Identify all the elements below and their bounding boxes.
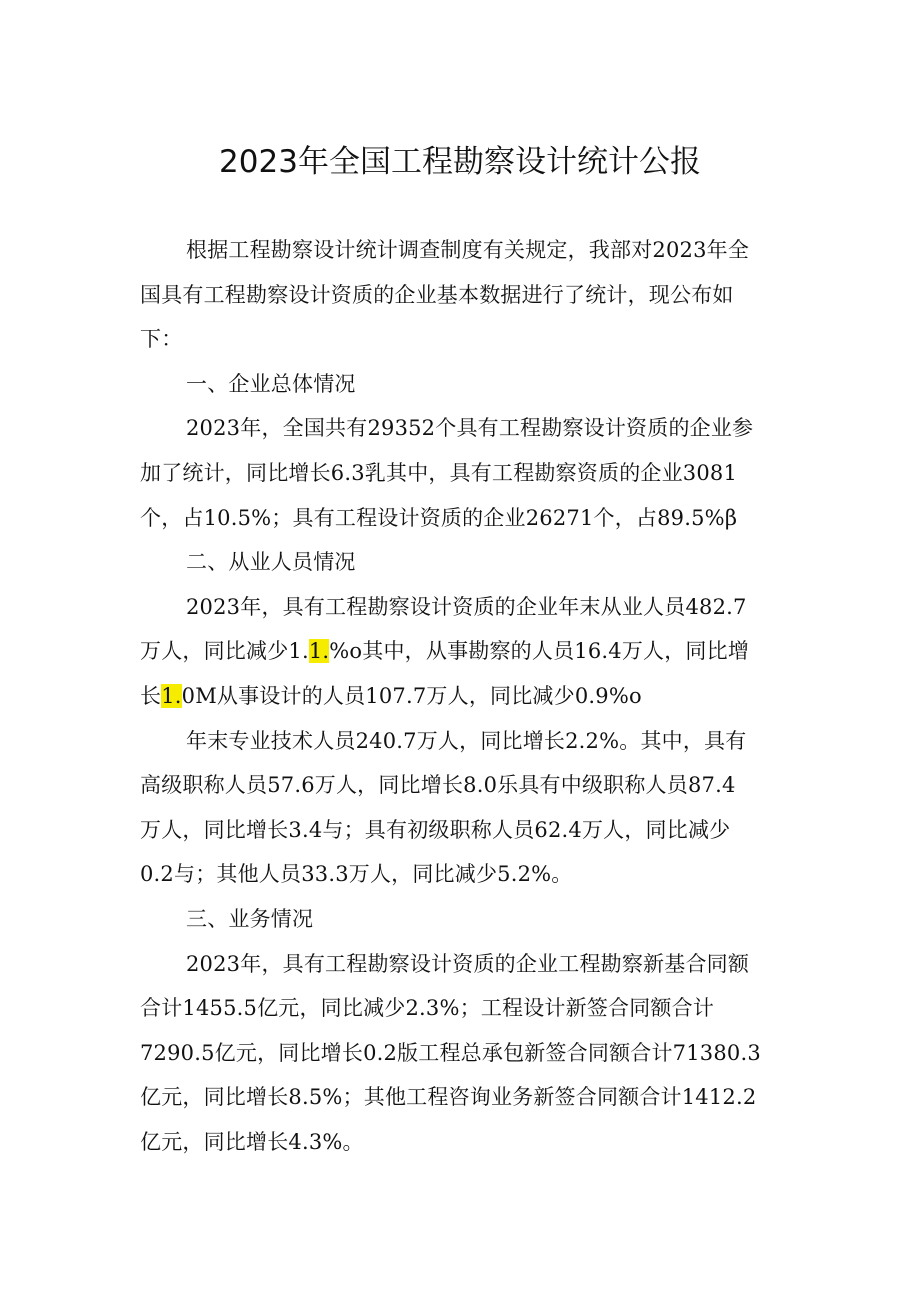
paragraph-line: 合计1455.5亿元，同比减少2.3%；工程设计新签合同额合计	[140, 996, 715, 1021]
paragraph-line: 个，占10.5%；具有工程设计资质的企业26271个，占89.5%β	[140, 505, 738, 530]
text-span: 0M从事设计的人员107.7万人，同比减少0.9%o	[181, 683, 642, 708]
paragraph-line	[140, 674, 790, 719]
page-title: 2023年全国工程勘察设计统计公报	[219, 144, 701, 180]
paragraph-line: 万人，同比增长3.4与；具有初级职称人员62.4万人，同比减少	[140, 817, 731, 842]
paragraph-line: 高级职称人员57.6万人，同比增长8.0乐具有中级职称人员87.4	[140, 773, 736, 798]
intro-line: 下：	[140, 327, 183, 352]
paragraph-line: 2023年，具有工程勘察设计资质的企业年末从业人员482.7	[186, 594, 747, 619]
paragraph-line: 亿元，同比增长4.3%。	[140, 1129, 364, 1154]
paragraph-line: 2023年，全国共有29352个具有工程勘察设计资质的企业参	[186, 416, 754, 441]
highlighted-text: 1.	[161, 683, 182, 708]
paragraph-line: 亿元，同比增长8.5%；其他工程咨询业务新签合同额合计1412.2	[140, 1085, 757, 1110]
paragraph-line: 7290.5亿元，同比增长0.2版工程总承包新签合同额合计71380.3	[140, 1040, 761, 1065]
document-body	[140, 228, 790, 1164]
paragraph-line	[140, 629, 790, 674]
text-span: 长	[140, 683, 162, 708]
highlighted-text: 1.	[308, 639, 330, 664]
paragraph-line: 年末专业技术人员240.7万人，同比增长2.2%。其中，具有	[186, 728, 747, 753]
section-heading-business: 三、业务情况	[186, 906, 314, 931]
paragraph-line: 2023年，具有工程勘察设计资质的企业工程勘察新基合同额	[186, 951, 750, 976]
paragraph-line: 加了统计，同比增长6.3乳其中，具有工程勘察资质的企业3081	[140, 460, 738, 485]
intro-line: 国具有工程勘察设计资质的企业基本数据进行了统计，现公布如	[140, 282, 734, 307]
text-span: %o其中，从事勘察的人员16.4万人，同比增	[329, 639, 750, 664]
intro-line: 根据工程勘察设计统计调查制度有关规定，我部对2023年全	[186, 238, 750, 262]
text-span: 万人，同比减少1.	[140, 639, 309, 664]
paragraph-line: 0.2与；其他人员33.3万人，同比减少5.2%。	[140, 862, 573, 887]
section-heading-enterprise: 一、企业总体情况	[186, 371, 356, 396]
section-heading-staff: 二、从业人员情况	[186, 550, 356, 575]
